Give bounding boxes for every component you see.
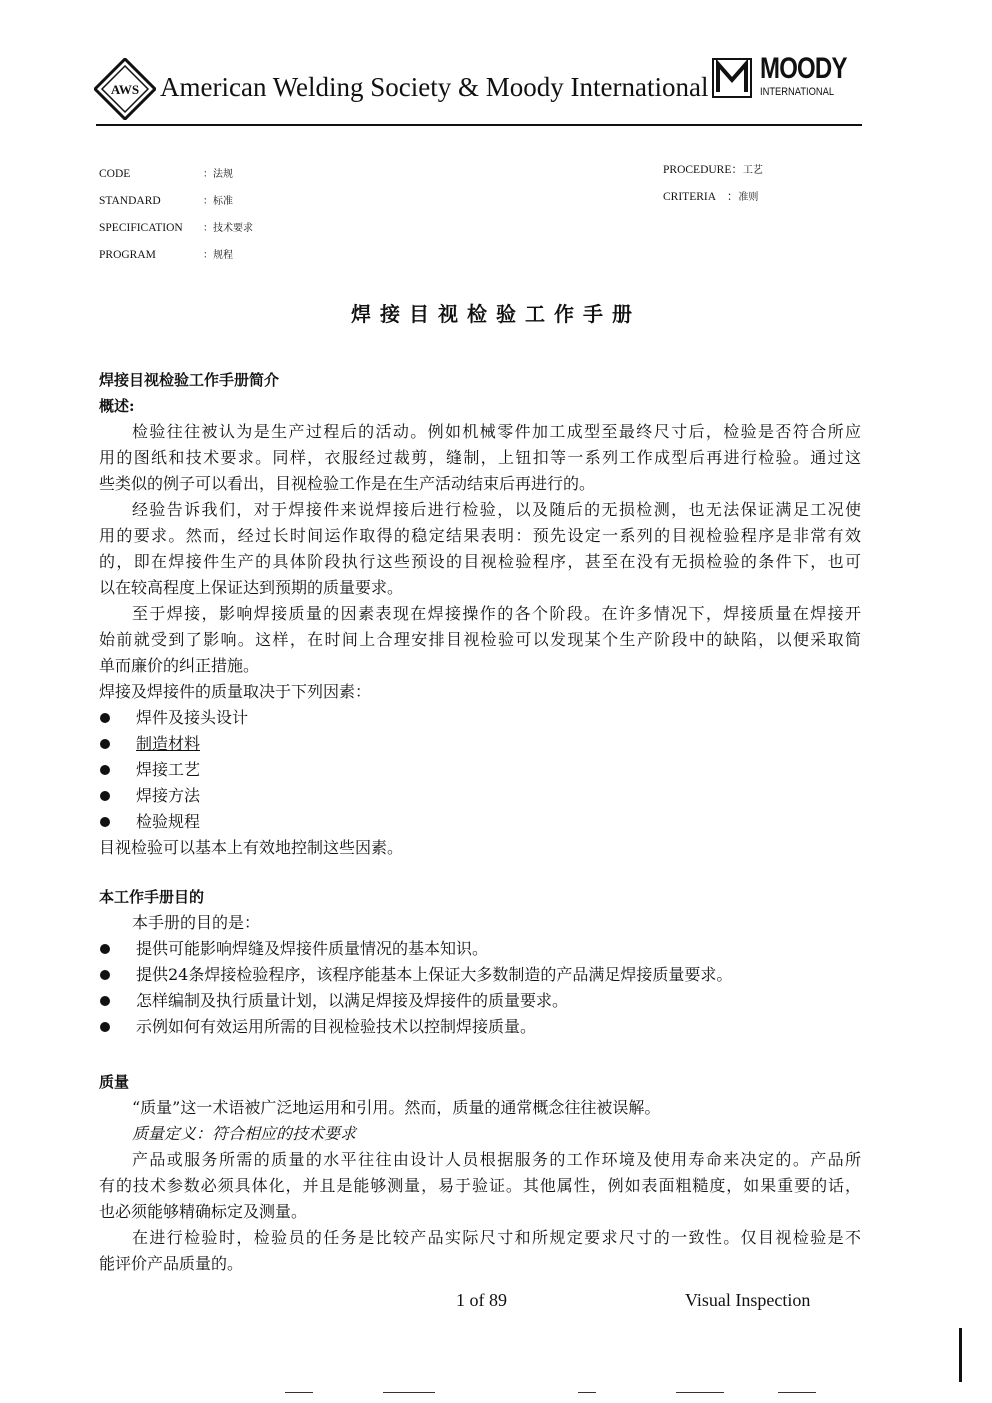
purpose-intro: 本手册的目的是： bbox=[132, 913, 261, 932]
meta-standard: STANDARD ：标准 bbox=[99, 195, 233, 207]
closing-sentence: 目视检验可以基本上有效地控制这些因素。 bbox=[99, 838, 404, 857]
paragraph-line: 单而廉价的纠正措施。 bbox=[99, 656, 260, 675]
section-heading: 焊接目视检验工作手册简介 bbox=[99, 371, 280, 389]
bullet-icon bbox=[100, 970, 110, 980]
meta-specification: SPECIFICATION ：技术要求 bbox=[99, 222, 253, 234]
factor-list bbox=[99, 705, 861, 835]
moody-logo-icon bbox=[712, 58, 752, 98]
svg-text:AWS: AWS bbox=[110, 82, 140, 97]
paragraph-line: 始前就受到了影响。这样，在时间上合理安排目视检验可以发现某个生产阶段中的缺陷，以便采取简 bbox=[99, 630, 861, 649]
paragraph-line: 用的图纸和技术要求。同样，衣服经过裁剪，缝制，上钮扣等一系列工作成型后再进行检验。通过这 bbox=[99, 448, 861, 467]
aws-logo bbox=[94, 58, 156, 120]
paragraph bbox=[99, 1147, 861, 1225]
factors-intro: 焊接及焊接件的质量取决于下列因素： bbox=[99, 682, 372, 701]
quality-definition: 质量定义：符合相应的技术要求 bbox=[132, 1124, 357, 1143]
paragraph bbox=[99, 601, 861, 679]
bullet-icon bbox=[100, 713, 110, 723]
paragraph-line: 有的技术参数必须具体化，并且是能够测量，易于验证。其他属性，例如表面粗糙度，如果重要的话， bbox=[99, 1176, 861, 1195]
meta-procedure: PROCEDURE：工艺 bbox=[663, 164, 763, 176]
organization-title: American Welding Society & Moody International bbox=[160, 72, 709, 102]
page-number: 1 of 89 bbox=[456, 1290, 507, 1310]
scan-edge-mark bbox=[959, 1328, 962, 1382]
subheading-overview: 概述: bbox=[99, 397, 135, 415]
paragraph-line: 能评价产品质量的。 bbox=[99, 1254, 244, 1273]
list-item: 提供24条焊接检验程序，该程序能基本上保证大多数制造的产品满足焊接质量要求。 bbox=[99, 962, 861, 988]
scan-artifact bbox=[383, 1392, 435, 1393]
list-item: 焊件及接头设计 bbox=[99, 705, 861, 731]
section-heading: 本工作手册目的 bbox=[99, 888, 205, 906]
list-item: 焊接方法 bbox=[99, 783, 861, 809]
scan-artifact bbox=[578, 1392, 596, 1393]
list-item: 提供可能影响焊缝及焊接件质量情况的基本知识。 bbox=[99, 936, 861, 962]
bullet-icon bbox=[100, 791, 110, 801]
paragraph-line: 经验告诉我们，对于焊接件来说焊接后进行检验，以及随后的无损检测，也无法保证满足工况使 bbox=[132, 500, 861, 519]
paragraph-line: 产品或服务所需的质量的水平往往由设计人员根据服务的工作环境及使用寿命来决定的。产品所 bbox=[132, 1150, 861, 1169]
paragraph-line: 的，即在焊接件生产的具体阶段执行这些预设的目视检验程序，甚至在没有无损检验的条件下，也可 bbox=[99, 552, 861, 571]
list-item: 焊接工艺 bbox=[99, 757, 861, 783]
meta-code: CODE ：法规 bbox=[99, 168, 233, 180]
bullet-icon bbox=[100, 739, 110, 749]
paragraph bbox=[99, 1225, 861, 1277]
meta-criteria: CRITERIA ：准则 bbox=[663, 191, 759, 203]
bullet-icon bbox=[100, 996, 110, 1006]
document-title: 焊接目视检验工作手册 bbox=[351, 302, 641, 326]
meta-right bbox=[663, 157, 763, 211]
bullet-icon bbox=[100, 944, 110, 954]
header-divider bbox=[96, 124, 862, 126]
bullet-icon bbox=[100, 1022, 110, 1032]
bullet-icon bbox=[100, 765, 110, 775]
list-item: 示例如何有效运用所需的目视检验技术以控制焊接质量。 bbox=[99, 1014, 861, 1040]
scan-artifact bbox=[676, 1392, 724, 1393]
moody-logo-subtitle: INTERNATIONAL bbox=[760, 86, 835, 98]
paragraph-line: 检验往往被认为是生产过程后的活动。例如机械零件加工成型至最终尺寸后，检验是否符合所应 bbox=[132, 422, 861, 441]
paragraph-line: 些类似的例子可以看出，目视检验工作是在生产活动结束后再进行的。 bbox=[99, 474, 596, 493]
section-introduction bbox=[99, 367, 861, 861]
scan-artifact bbox=[285, 1392, 313, 1393]
paragraph: “质量”这一术语被广泛地运用和引用。然而，质量的通常概念往往被误解。 bbox=[132, 1098, 661, 1117]
meta-left bbox=[99, 161, 253, 269]
scan-artifact bbox=[778, 1392, 816, 1393]
meta-program: PROGRAM ：规程 bbox=[99, 249, 233, 261]
paragraph-line: 至于焊接，影响焊接质量的因素表现在焊接操作的各个阶段。在许多情况下，焊接质量在焊接开 bbox=[132, 604, 861, 623]
list-item: 制造材料 bbox=[99, 731, 861, 757]
section-purpose bbox=[99, 884, 861, 1040]
paragraph bbox=[99, 419, 861, 497]
paragraph-line: 以在较高程度上保证达到预期的质量要求。 bbox=[99, 578, 404, 597]
paragraph-line: 也必须能够精确标定及测量。 bbox=[99, 1202, 308, 1221]
document-name: Visual Inspection bbox=[685, 1290, 811, 1310]
paragraph-line: 用的要求。然而，经过长时间运作取得的稳定结果表明：预先设定一系列的目视检验程序是非常有效 bbox=[99, 526, 861, 545]
moody-logo-name: MOODY bbox=[760, 52, 847, 85]
section-quality bbox=[99, 1069, 861, 1277]
bullet-icon bbox=[100, 817, 110, 827]
list-item: 怎样编制及执行质量计划，以满足焊接及焊接件的质量要求。 bbox=[99, 988, 861, 1014]
section-heading: 质量 bbox=[99, 1073, 130, 1091]
list-item: 检验规程 bbox=[99, 809, 861, 835]
paragraph bbox=[99, 497, 861, 601]
paragraph-line: 在进行检验时，检验员的任务是比较产品实际尺寸和所规定要求尺寸的一致性。仅目视检验是不 bbox=[132, 1228, 861, 1247]
